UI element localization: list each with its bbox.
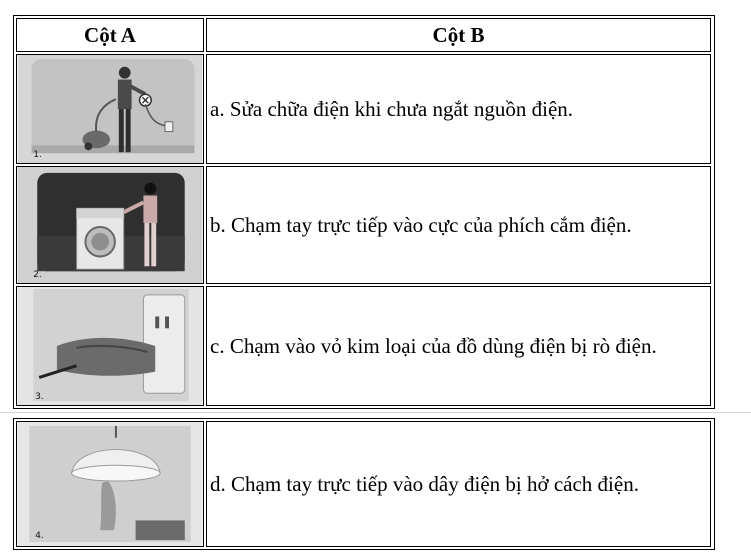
row-1-text-cell <box>206 54 711 164</box>
header-col-a-label: Cột A <box>84 22 136 47</box>
row-4-text-cell <box>206 421 711 547</box>
row-3-text-cell <box>206 286 711 406</box>
washing-machine-person-touching-icon <box>17 167 203 283</box>
row-4-number: 4. <box>35 531 44 542</box>
row-2-text: b. Chạm tay trực tiếp vào cực của phích cắm điện. <box>210 212 632 237</box>
row-2-number: 2. <box>33 270 42 281</box>
hand-touching-exposed-lamp-wire-icon <box>17 422 203 546</box>
row-3-text: c. Chạm vào vỏ kim loại của đồ dùng điện bị rò điện. <box>210 333 657 358</box>
header-col-b-label: Cột B <box>432 22 485 47</box>
row-4-image-cell <box>16 421 204 547</box>
row-4-text: d. Chạm tay trực tiếp vào dây điện bị hở cách điện. <box>210 471 639 496</box>
row-3-number: 3. <box>35 392 44 403</box>
page-separator <box>0 412 751 413</box>
row-2-image-cell <box>16 166 204 284</box>
header-col-b <box>206 18 711 52</box>
row-1-image-cell <box>16 54 204 164</box>
vacuum-cleaner-person-unplugging-icon <box>17 55 203 163</box>
hand-on-plug-socket-icon <box>17 287 203 405</box>
row-1-text: a. Sửa chữa điện khi chưa ngắt nguồn điện. <box>210 96 574 121</box>
matching-table-continued <box>13 418 715 550</box>
row-3-image-cell <box>16 286 204 406</box>
matching-table <box>13 15 715 409</box>
row-1-number: 1. <box>33 150 42 161</box>
row-2-text-cell <box>206 166 711 284</box>
header-col-a <box>16 18 204 52</box>
